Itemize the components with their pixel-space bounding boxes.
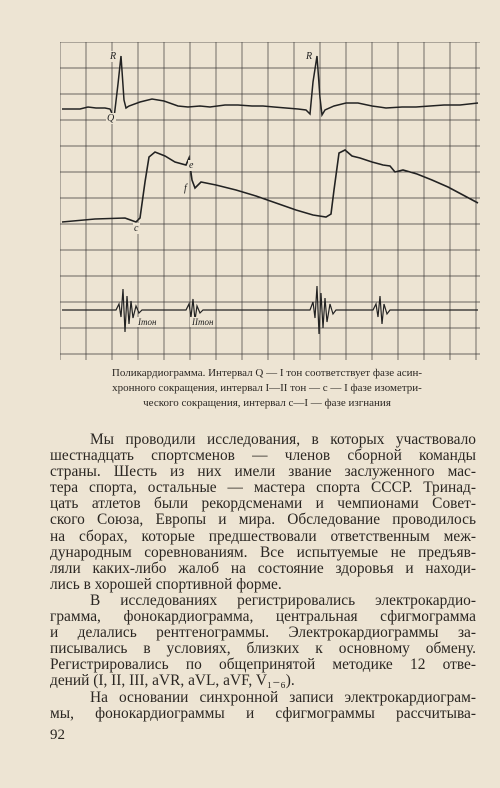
caption-line: хронного сокращения, интервал I—II тон — с — I фазе изометри- [112, 382, 422, 394]
sphygmogram-trace [62, 150, 478, 222]
paragraph-2 [50, 593, 476, 690]
text-line: шестнадцать спортсменов — членов сборной команды [50, 447, 476, 465]
label-second-tone: IIтон [192, 317, 214, 327]
paragraph-1 [50, 432, 476, 593]
page-number: 92 [50, 727, 65, 743]
label-r2: R [306, 51, 313, 62]
paragraph-3 [50, 690, 476, 722]
text-line: дународным соревнованиям. Все испытуемые не предъяв- [50, 543, 476, 561]
text-line: Регистрировались по общепринятой методике 12 отве- [50, 656, 476, 674]
caption-line: Поликардиограмма. Интервал Q — I тон соответствует фазе асин- [111, 367, 423, 379]
caption-line: ческого сокращения, интервал с—I — фазе изгнания [143, 397, 391, 409]
text-line: ского Союза, Европы и мира. Обследование проводилось [50, 511, 476, 529]
label-c: c [134, 223, 139, 234]
phonocardiogram-trace [62, 286, 478, 334]
label-f: f [184, 183, 187, 194]
text-line: дений (I, II, III, aVR, aVL, aVF, V₁₋₆). [50, 672, 295, 690]
label-first-tone: Iтон [138, 317, 157, 327]
text-line: В исследованиях регистрировались электрокардио- [90, 591, 476, 609]
text-line: Мы проводили исследования, в которых участвовало [90, 431, 476, 448]
label-e: e [189, 160, 194, 171]
polycardiogram-figure [60, 42, 480, 360]
text-line: ляли каких-либо жалоб на состояние здоровья и находи- [50, 559, 476, 577]
text-line: На основании синхронной записи электрокардиограм- [90, 688, 476, 706]
text-line: и делались рентгенограммы. Электрокардиограммы за- [50, 624, 476, 642]
text-line: цать атлетов были рекордсменами и чемпионами Совет- [50, 495, 476, 513]
label-r1: R [110, 51, 117, 62]
text-line: мы, фонокардиограммы и сфигмограммы рассчитыва- [50, 704, 476, 722]
polycardiogram-plot [60, 42, 480, 360]
text-line: страны. Шесть из них имели звание заслуженного мас- [50, 463, 476, 481]
text-line: на сборах, которые предшествовали ответственным меж- [50, 527, 476, 545]
figure-caption [62, 366, 472, 411]
text-line: тера спорта, остальные — мастера спорта СССР. Тринад- [50, 479, 476, 497]
ecg-trace [62, 56, 478, 118]
text-line: писывались в условиях, близких к основному обмену. [50, 640, 476, 658]
text-line: лись в хорошей спортивной форме. [50, 575, 282, 593]
text-line: грамма, фонокардиограмма, центральная сфигмограмма [50, 608, 476, 626]
label-q: Q [107, 113, 115, 124]
body-text [50, 432, 476, 722]
